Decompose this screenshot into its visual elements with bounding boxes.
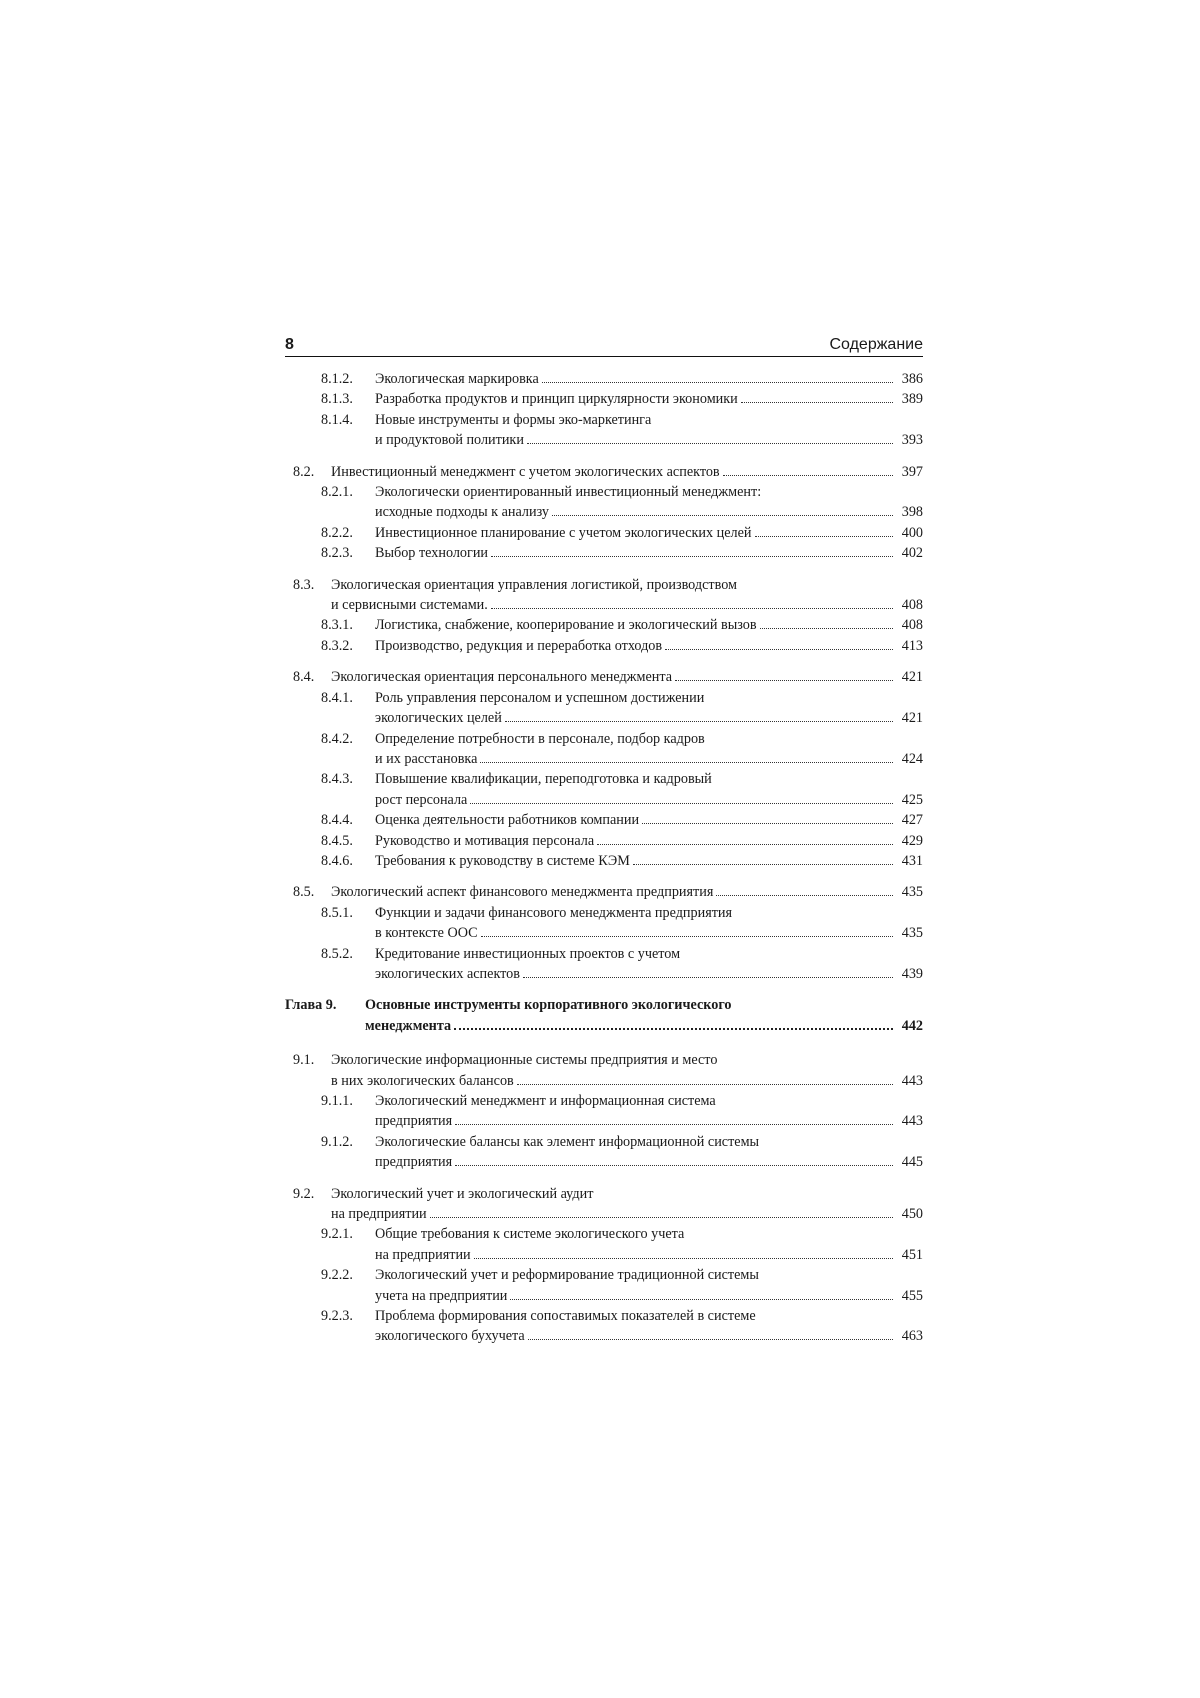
dot-leader [675,680,893,681]
toc-entry-number: 8.2.2. [321,524,353,541]
toc-entry-title-line [375,851,923,871]
toc-entry-title [331,882,923,902]
toc-page-number: 421 [901,710,923,727]
toc-entry-title-text: учета на предприятии [375,1287,508,1304]
toc-page-number: 445 [901,1154,923,1171]
toc-entry-title-line [375,389,923,409]
toc-page-number: 393 [901,432,923,449]
toc-entry-title-line [331,667,923,687]
toc-entry-title [331,1184,923,1225]
toc-entry-title-text: и их расстановка [375,750,478,767]
toc-section-group [285,1184,923,1347]
dot-leader [642,823,893,824]
dot-leader [480,762,893,763]
toc-entry-title-line: Определение потребности в персонале, подбор кадров [375,730,705,747]
toc-page-number: 435 [901,884,923,901]
toc-page-number: 400 [901,524,923,541]
toc-entry-number: 8.4.4. [321,812,353,829]
toc-entry [285,944,923,985]
toc-entry-title-line [331,882,923,902]
toc-entry-title-line [375,430,923,450]
toc-entry-title [375,831,923,851]
toc-entry-title [365,995,923,1036]
toc-chapter-group [285,995,923,1036]
toc-page-number: 455 [901,1287,923,1304]
toc-page-number: 427 [901,812,923,829]
toc-entry-title-line [375,636,923,656]
toc-entry-number: 8.4.6. [321,852,353,869]
toc-entry-title-line [375,543,923,563]
dot-leader [760,628,893,629]
toc-entry-title [375,482,923,523]
toc-entry-title-line: Проблема формирования сопоставимых показателей в системе [375,1308,756,1325]
toc-entry-title-text: Инвестиционное планирование с учетом экологических целей [375,524,752,541]
dot-leader [527,443,893,444]
toc-entry-title-line: Общие требования к системе экологического учета [375,1226,685,1243]
toc-page-number: 408 [901,617,923,634]
toc-entry-title-text: предприятия [375,1154,453,1171]
toc-entry-title-line [375,831,923,851]
toc-entry-number: 9.2.1. [321,1226,353,1243]
toc-entry-title-text: экологических аспектов [375,965,520,982]
toc-entry [285,1184,923,1225]
dot-leader [528,1339,893,1340]
toc-entry-title-line [331,595,923,615]
toc-entry-number: 8.2.3. [321,545,353,562]
book-page [285,330,923,1358]
toc-section-group [285,369,923,451]
toc-entry-title-text: на предприятии [375,1246,471,1263]
toc-page-number: 451 [901,1246,923,1263]
toc-entry [285,462,923,482]
toc-entry-title-line: Роль управления персоналом и успешном достижении [375,689,705,706]
toc-entry-title-line: Основные инструменты корпоративного экологического [365,997,732,1014]
dot-leader [517,1084,893,1085]
toc-entry [285,482,923,523]
dot-leader [510,1299,893,1300]
toc-entry-number: 8.3.1. [321,617,353,634]
toc-entry [285,882,923,902]
toc-entry-title [375,543,923,563]
toc-entry-title-line [375,1286,923,1306]
toc-entry-title-text: менеджмента [365,1017,452,1034]
dot-leader [455,1124,893,1125]
toc-page-number: 439 [901,965,923,982]
toc-entry-title-text: Экологический аспект финансового менеджмента предприятия [331,884,714,901]
dot-leader [481,936,893,937]
toc-entry-title [375,903,923,944]
dot-leader [552,515,893,516]
toc-entry-title-line [375,749,923,769]
toc-page-number: 386 [901,371,923,387]
toc-page-number: 450 [901,1206,923,1223]
toc-page-number: 389 [901,391,923,408]
toc-entry-title-text: Производство, редукция и переработка отходов [375,637,663,654]
toc-entry-title-text: Руководство и мотивация персонала [375,832,595,849]
toc-entry-title-line: Повышение квалификации, переподготовка и кадровый [375,771,712,788]
dot-leader [470,803,893,804]
toc-entry-number: 8.3. [293,576,315,593]
toc-entry-title [375,410,923,451]
toc-entry-number: 8.4.5. [321,832,353,849]
section-title: Содержание [829,336,923,353]
page-number: 8 [285,336,294,353]
toc-entry-number: 8.1.2. [321,371,353,387]
toc-entry-title-line [375,964,923,984]
dot-leader [665,649,893,650]
dot-leader [755,536,893,537]
toc-entry [285,636,923,656]
toc-entry-title-line [375,708,923,728]
toc-entry [285,688,923,729]
toc-entry-title-text: исходные подходы к анализу [375,504,549,521]
toc-entry [285,851,923,871]
toc-entry [285,1306,923,1347]
toc-entry-title [375,1132,923,1173]
toc-entry-title-line: Новые инструменты и формы эко-маркетинга [375,411,652,428]
toc-entry-number: 8.4.1. [321,689,353,706]
toc-entry-title [375,729,923,770]
toc-entry-number: 9.1.1. [321,1093,353,1109]
toc-entry-title [375,389,923,409]
toc-entry-title [375,688,923,729]
dot-leader [454,1028,893,1030]
toc-entry-title-line [331,1071,923,1091]
toc-entry-number: 9.1.2. [321,1133,353,1150]
toc-entry-title [375,1265,923,1306]
toc-entry-title [375,636,923,656]
toc-entry-title-text: в контексте ООС [375,925,478,942]
toc-entry-title-line: Функции и задачи финансового менеджмента предприятия [375,904,733,921]
toc-entry [285,831,923,851]
toc-entry-title-text: рост персонала [375,791,468,808]
dot-leader [505,721,893,722]
dot-leader [491,608,893,609]
toc-section-group [285,667,923,871]
dot-leader [723,475,893,476]
toc-entry-title-text: в них экологических балансов [331,1072,514,1089]
toc-page-number: 442 [901,1017,923,1034]
toc-entry [285,615,923,635]
toc-entry-number: 8.5.2. [321,945,353,962]
toc-entry-title [375,369,923,389]
toc-entry-title-line: Экологические балансы как элемент информационной системы [375,1133,760,1150]
toc-entry-title-line: Экологический учет и реформирование традиционной системы [375,1267,759,1284]
toc-section-group [285,1050,923,1172]
toc-entry [285,389,923,409]
toc-entry-title [331,575,923,616]
toc-entry-title-line [365,1016,923,1036]
toc-entry-title [375,769,923,810]
dot-leader [633,864,893,865]
toc-entry-title-text: и сервисными системами. [331,597,488,614]
toc-entry-title [375,523,923,543]
toc-page-number: 443 [901,1072,923,1089]
toc-page-number: 425 [901,791,923,808]
toc-entry-number: 8.4.2. [321,730,353,747]
toc-entry-number: 8.4. [293,669,315,686]
toc-entry-title-line [375,502,923,522]
toc-entry-title-line [375,810,923,830]
toc-page-number: 397 [901,463,923,480]
toc-entry-number: 8.1.4. [321,411,353,428]
dot-leader [523,977,893,978]
toc-entry-title [375,810,923,830]
toc-entry [285,410,923,451]
toc-page-number: 402 [901,545,923,562]
toc-entry-title-line [375,1152,923,1172]
toc-entry [285,903,923,944]
toc-entry-number: 9.1. [293,1052,315,1069]
toc-page-number: 398 [901,504,923,521]
dot-leader [491,556,893,557]
toc-entry-number: 9.2.2. [321,1267,353,1284]
toc-page-number: 443 [901,1113,923,1130]
toc-entry-title-text: экологического бухучета [375,1328,525,1345]
toc-page-number: 408 [901,597,923,614]
dot-leader [597,844,893,845]
toc-entry-title-line [375,1245,923,1265]
table-of-contents [285,369,923,1347]
toc-entry [285,523,923,543]
toc-entry-title-line [375,523,923,543]
toc-entry [285,575,923,616]
toc-entry-title-text: Инвестиционный менеджмент с учетом экологических аспектов [331,463,720,480]
dot-leader [542,382,893,383]
toc-entry-number: 8.2. [293,463,315,480]
toc-entry-title-line [375,923,923,943]
toc-entry [285,729,923,770]
toc-entry-number: 9.2. [293,1185,315,1202]
toc-entry-number: 8.5. [293,884,315,901]
toc-entry-title-line: Экологический менеджмент и информационная система [375,1093,716,1109]
dot-leader [474,1258,893,1259]
toc-entry-title-text: и продуктовой политики [375,432,524,449]
toc-entry-title-text: Разработка продуктов и принцип циркулярности экономики [375,391,738,408]
toc-entry-title-line [375,369,923,389]
toc-page-number: 431 [901,852,923,869]
toc-entry-number: 8.1.3. [321,391,353,408]
toc-entry-title-line: Экологический учет и экологический аудит [331,1185,594,1202]
dot-leader [741,402,893,403]
toc-page-number: 421 [901,669,923,686]
toc-entry [285,1265,923,1306]
toc-entry-title [331,462,923,482]
toc-entry [285,1091,923,1132]
toc-entry-number: 9.2.3. [321,1308,353,1325]
toc-page-number: 463 [901,1328,923,1345]
toc-entry-title [375,1224,923,1265]
toc-entry-title [331,667,923,687]
toc-entry-title-line: Экологически ориентированный инвестиционный менеджмент: [375,484,762,501]
toc-entry-title-text: Логистика, снабжение, кооперирование и экологический вызов [375,617,757,634]
toc-entry-title-text: Экологическая ориентация персонального менеджмента [331,669,673,686]
toc-entry-title-text: Экологическая маркировка [375,371,539,387]
toc-entry-title-line [331,1204,923,1224]
toc-entry [285,769,923,810]
toc-entry-title-line [375,615,923,635]
toc-entry-title-line [375,1111,923,1131]
toc-entry [285,543,923,563]
toc-entry-title-line [331,462,923,482]
toc-entry [285,810,923,830]
toc-entry [285,369,923,389]
toc-entry-title-text: Требования к руководству в системе КЭМ [375,852,630,869]
toc-entry-title [375,615,923,635]
toc-entry [285,1050,923,1091]
toc-page-number: 424 [901,750,923,767]
toc-entry-title-line: Экологические информационные системы предприятия и место [331,1052,718,1069]
toc-entry [285,667,923,687]
dot-leader [430,1217,893,1218]
toc-entry-number: Глава 9. [285,997,337,1014]
toc-section-group [285,882,923,984]
toc-entry [285,1132,923,1173]
toc-entry-title [375,1306,923,1347]
toc-entry-title-text: Выбор технологии [375,545,489,562]
toc-entry [285,1224,923,1265]
toc-entry-title [331,1050,923,1091]
toc-entry-number: 8.2.1. [321,484,353,501]
toc-entry-title-line [375,1326,923,1346]
dot-leader [716,895,893,896]
toc-entry-number: 8.4.3. [321,771,353,788]
toc-page-number: 435 [901,925,923,942]
toc-entry-title-line: Экологическая ориентация управления логистикой, производством [331,576,737,593]
toc-entry-title-text: на предприятии [331,1206,427,1223]
toc-entry-title [375,851,923,871]
toc-page-number: 429 [901,832,923,849]
toc-entry-title-line [375,790,923,810]
toc-entry-title [375,1091,923,1132]
toc-entry-title-text: предприятия [375,1113,453,1130]
toc-chapter-entry [285,995,923,1036]
toc-entry-title-text: экологических целей [375,710,502,727]
toc-entry-number: 8.3.2. [321,637,353,654]
toc-entry-number: 8.5.1. [321,904,353,921]
dot-leader [455,1165,893,1166]
toc-entry-title [375,944,923,985]
running-head [285,330,923,357]
toc-entry-title-line: Кредитование инвестиционных проектов с учетом [375,945,681,962]
toc-entry-title-text: Оценка деятельности работников компании [375,812,640,829]
toc-section-group [285,462,923,564]
toc-page-number: 413 [901,637,923,654]
toc-section-group [285,575,923,657]
